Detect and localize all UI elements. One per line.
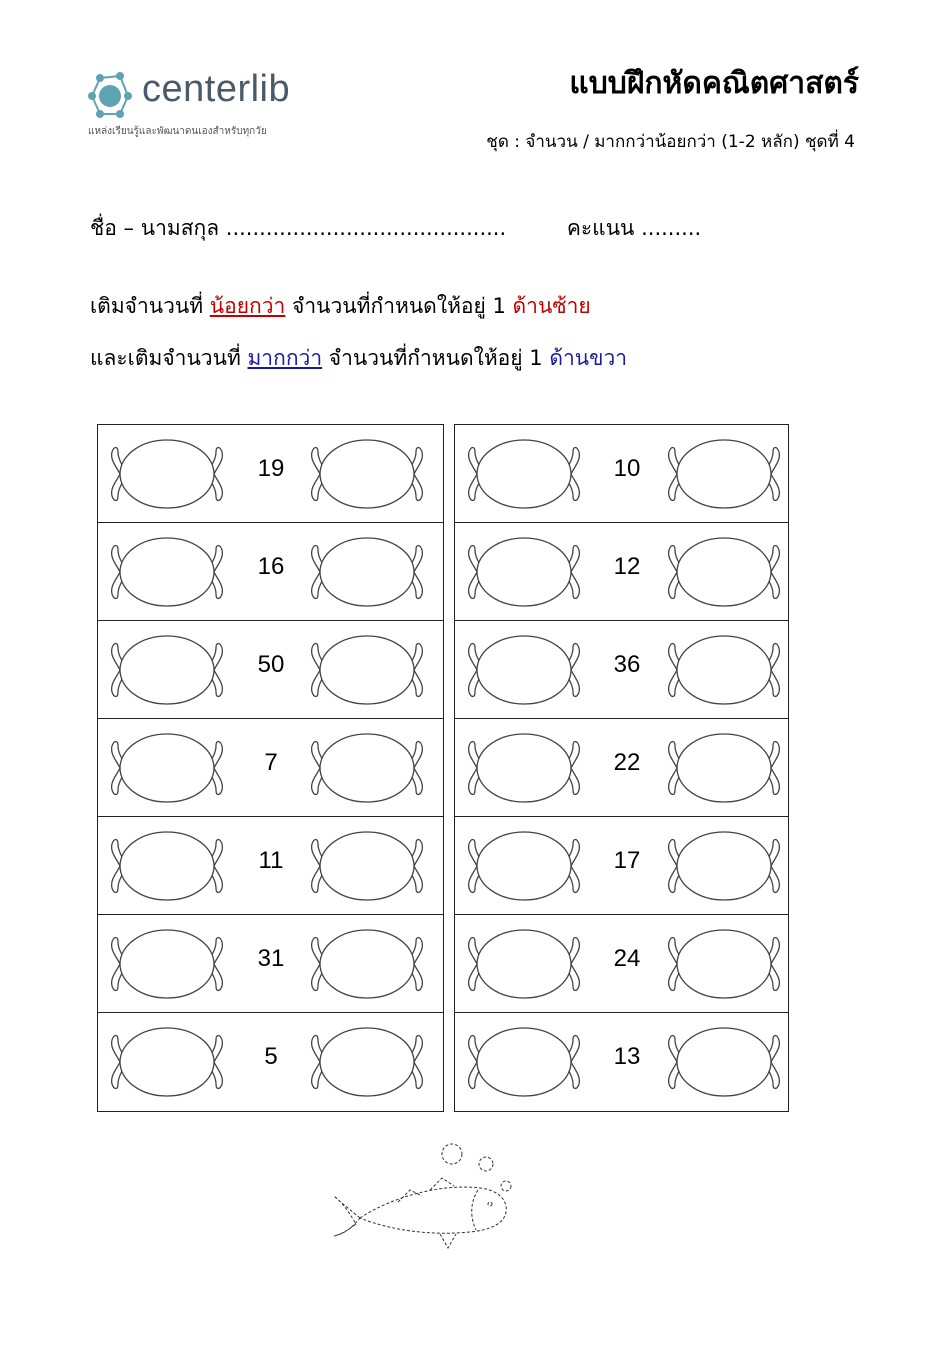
exercise-row (98, 915, 443, 1013)
instruction-line-2 (90, 342, 627, 375)
exercise-row (98, 621, 443, 719)
answer-blank-less[interactable] (108, 632, 226, 708)
answer-blank-less[interactable] (465, 730, 583, 806)
centerlib-logo (84, 64, 344, 144)
molecule-logo-icon (84, 66, 140, 118)
exercise-column-left (97, 424, 444, 1112)
answer-blank-less[interactable] (465, 534, 583, 610)
answer-blank-more[interactable] (308, 1024, 426, 1100)
fish-icon (330, 1138, 520, 1256)
instruction-text: จำนวนที่กำหนดให้อยู่ 1 (322, 346, 550, 370)
given-number: 12 (613, 553, 641, 580)
answer-blank-more[interactable] (308, 730, 426, 806)
exercise-row (98, 425, 443, 523)
given-number: 50 (257, 651, 285, 678)
given-number: 11 (258, 847, 284, 874)
answer-blank-less[interactable] (108, 534, 226, 610)
name-field-label[interactable]: ชื่อ – นามสกุล .......................................... (90, 216, 507, 240)
answer-blank-less[interactable] (108, 926, 226, 1002)
given-number: 22 (613, 749, 641, 776)
answer-blank-less[interactable] (108, 730, 226, 806)
page-subtitle: ชุด : จำนวน / มากกว่าน้อยกว่า (1-2 หลัก) ชุดที่ 4 (486, 132, 855, 152)
answer-blank-less[interactable] (108, 436, 226, 512)
exercise-row (455, 817, 788, 915)
given-number: 7 (264, 749, 278, 776)
answer-blank-more[interactable] (665, 1024, 783, 1100)
answer-blank-more[interactable] (665, 730, 783, 806)
given-number: 5 (264, 1043, 278, 1070)
answer-blank-more[interactable] (308, 926, 426, 1002)
answer-blank-more[interactable] (665, 828, 783, 904)
given-number: 13 (613, 1043, 641, 1070)
exercise-column-right (454, 424, 789, 1112)
exercise-row (98, 817, 443, 915)
given-number: 10 (613, 455, 641, 482)
score-field-label[interactable]: คะแนน ......... (566, 216, 702, 240)
exercise-row (455, 719, 788, 817)
answer-blank-less[interactable] (108, 828, 226, 904)
given-number: 24 (613, 945, 641, 972)
given-number: 16 (257, 553, 285, 580)
exercise-row (455, 523, 788, 621)
logo-tagline: แหล่งเรียนรู้และพัฒนาตนเองสำหรับทุกวัย (88, 126, 267, 137)
exercise-row (98, 1013, 443, 1111)
instruction-text: จำนวนที่กำหนดให้อยู่ 1 (285, 294, 513, 318)
answer-blank-more[interactable] (665, 436, 783, 512)
exercise-row (455, 1013, 788, 1111)
given-number: 36 (613, 651, 641, 678)
exercise-row (455, 621, 788, 719)
answer-blank-less[interactable] (465, 436, 583, 512)
answer-blank-less[interactable] (465, 1024, 583, 1100)
exercise-row (98, 523, 443, 621)
instruction-text: เติมจำนวนที่ (90, 294, 210, 318)
exercise-row (455, 915, 788, 1013)
given-number: 19 (257, 455, 285, 482)
given-number: 31 (257, 945, 285, 972)
answer-blank-less[interactable] (465, 828, 583, 904)
answer-blank-more[interactable] (308, 436, 426, 512)
student-info-row (90, 212, 701, 245)
instruction-line-1 (90, 290, 591, 323)
instruction-text: และเติมจำนวนที่ (90, 346, 248, 370)
instruction-keyword-more: มากกว่า (247, 346, 323, 370)
answer-blank-less[interactable] (465, 926, 583, 1002)
instruction-side-right: ด้านขวา (549, 346, 628, 370)
answer-blank-less[interactable] (108, 1024, 226, 1100)
answer-blank-more[interactable] (665, 534, 783, 610)
instruction-side-left: ด้านซ้าย (512, 294, 591, 318)
exercise-row (455, 425, 788, 523)
instruction-keyword-less: น้อยกว่า (209, 294, 286, 318)
exercise-row (98, 719, 443, 817)
answer-blank-less[interactable] (465, 632, 583, 708)
answer-blank-more[interactable] (308, 534, 426, 610)
logo-text: centerlib (142, 68, 291, 110)
answer-blank-more[interactable] (665, 632, 783, 708)
given-number: 17 (613, 847, 641, 874)
answer-blank-more[interactable] (665, 926, 783, 1002)
answer-blank-more[interactable] (308, 828, 426, 904)
answer-blank-more[interactable] (308, 632, 426, 708)
page-title: แบบฝึกหัดคณิตศาสตร์ (569, 66, 859, 101)
